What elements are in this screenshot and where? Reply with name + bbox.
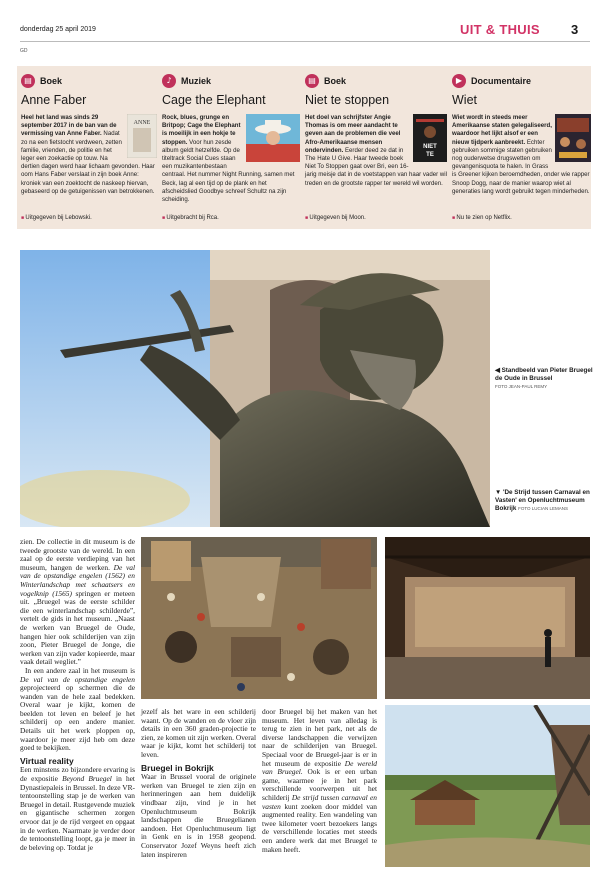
photo-credit: FOTO JEAN-PAUL REMY [495, 384, 548, 389]
caption-text: Standbeeld van Pieter Bruegel de Oude in Brussel [495, 367, 593, 382]
cover-text: NIET [423, 144, 437, 150]
statue-caption [495, 367, 595, 391]
bruegel-painting-image [141, 537, 377, 699]
statue-photo [20, 250, 490, 527]
page-number: 3 [571, 22, 579, 37]
review-footer: ■ Uitgegeven bij Lebowski. [21, 215, 92, 221]
photo-credit: FOTO LUCIAN LEMANS [518, 506, 569, 511]
issue-date: donderdag 25 april 2019 [20, 26, 96, 33]
review-card-wiet [448, 66, 591, 229]
review-category: Boek [324, 76, 347, 86]
review-category: Documentaire [471, 76, 532, 86]
review-lead: Heel het land was sinds 29 september 2017 in de ban van de vermissing van Anne Faber. [21, 114, 117, 138]
review-footer: ■ Uitgebracht bij Rca. [162, 215, 219, 221]
review-card-cage-the-elephant [158, 66, 300, 229]
article-column-2: jezelf als het ware in een schilderij waant. Op de wanden en de vloer zijn details in een 360 graden-projectie te zien, ze komen uit zijn werken. Overal waar je kijkt, komt het schilderij tot leven. Bruegel in Bokrijk Waar in Brussel vooral de originele werken van Bruegel te zien zijn en herinneringen aan hem duidelijk vindbaar zijn, vind je in het Openluchtmuseum Bokrijk landschappen die Bruegelianen aandoen. Het Openluchtmuseum ligt in Genk en is in 1958 geopend. Conservator Jozef Weyns heeft zich laten inspireren [141, 707, 256, 859]
review-title: Wiet [452, 93, 477, 107]
section-title: UIT & THUIS [460, 22, 540, 37]
review-footer: ■ Uitgegeven bij Moon. [305, 215, 366, 221]
caption-arrow-icon: ▼ [495, 489, 503, 496]
review-body [162, 114, 300, 204]
article-column-3: door Bruegel bij het maken van het museum. Het leven van alledag is terug te zien in het park, net als de diverse landschappen die verwijzen naar de schilderijen van Bruegel. Speciaal voor de Bruegel-jaar is er in het museum de expositie De wereld van Bruegel. Ook is er een urban game, waarmee je in het park verschillende voorwerpen uit het schilderij De strijd tussen carnaval en vasten kunt zoeken door middel van augmented reality. Een wandeling van twee kilometer voert bezoekers langs de verschillende locaties met steeds een andere werk dat met Bruegel te maken heeft. [262, 707, 377, 854]
review-title: Niet te stoppen [305, 93, 390, 107]
review-text: Echter gebruiken sommige staten gebruiken nog ouderwetse drugswetten om gevangenisquota te halen. In Grass is Greener kijken beroemdheden, onder wie rapper Snoop Dogg, naar de manier waarop wiet al generaties lang wordt gebruikt tegen minderheden. [452, 138, 590, 195]
book-icon: ▤ [21, 74, 35, 88]
review-lead: Het doel van schrijfster Angie Thomas is om meer aandacht te geven aan de problemen die veel Afro-Amerikaanse mensen ondervinden. [305, 114, 401, 154]
review-text: Eerder deed ze dat in The Hate U Give. Haar tweede boek Niet To Stoppen gaat over Bri, een 16-jarig meisje dat in de voetstappen van haar vader wil treden en de grootste rapper ter wereld wil worden. [305, 146, 447, 187]
review-text: Voor hun zesde album geldt hetzelfde. Op de titeltrack Social Cues staan een muzikantenbestaan centraal. Het nummer Night Running, samen met Beck, lag al een tijd op de plank en het afscheidslied Goodbye schreef Schultz na zijn scheiding. [162, 138, 295, 204]
album-cover-image [246, 114, 300, 162]
book-icon: ▤ [305, 74, 319, 88]
review-footer: ■ Nu te zien op Netflix. [452, 215, 512, 221]
caption-text: 'De Strijd tussen Carnaval en Vasten' en Openluchtmuseum Bokrijk [495, 489, 590, 512]
book-cover-image [413, 114, 447, 162]
review-title: Cage the Elephant [162, 93, 266, 107]
article-column-1: zien. De collectie in dit museum is de tweede grootste van de wereld. In een zaal op de eerste verdieping van het museum, hangen de werken. De val van de opstandige engelen (1562) en Winterlandschap met schaatsers en vogelknip (1565) springen er meteen uit. „Bruegel was de eerste schilder die een winterlandschap schilderde”, vertelt de gids in het museum. „Naast de werken van Bruegel de Oude, hangen hier ook schilderijen van zijn zoon, Pieter Bruegel de Jonge, die werken van zijn vader kopieerde, maar vaak detail wegliet.” In een andere zaal in het museum is De val van de opstandige engelen geprojecteerd op schermen die de wanden van de hele zaal bedekken. Overal waar je kijkt, komen de beelden tot leven en beleef je het schilderij op een andere manier. Details uit het werk ploppen op, waardoor je meer zijd heb om deze goed te bekijken. Virtual reality Een minstens zo bijzondere ervaring is de expositie Beyond Bruegel in het Dynastiepaleis in Brussel. In deze VR-tentoonstelling stap je de werken van Bruegel in detail. Rustgevende muziek en gigantische schermen zorgen ervoor dat je de rijd vergeet en opgaat in de werken. Naarmate je verder door de tentoonstelling loopt, ga je meer in de beleving op. Totdat je [20, 537, 136, 852]
header-rule [20, 41, 590, 42]
reviews-panel [17, 66, 591, 229]
review-body [21, 114, 157, 196]
music-icon: ♪ [162, 74, 176, 88]
credit-initials: GD [20, 48, 28, 54]
exhibition-barn-photo [385, 537, 590, 699]
subheading-virtual-reality: Virtual reality [20, 755, 74, 766]
subheading-bruegel-in-bokrijk: Bruegel in Bokrijk [141, 762, 214, 773]
review-text: Nadat zo na een fietstocht verdween, zetten familie, vrienden, de politie en het leger een zoekactie op touw. Na dertien dagen werd haar lichaam gevonden. Haar oom Hans Faber verslaat in zijn boek Anne: kroniek van een zoektocht de naskeep hiervan, gebaseerd op de getuigenissen van betrokkenen. [21, 130, 155, 195]
svg-text:TE: TE [426, 152, 434, 158]
caption-arrow-icon: ◀ [495, 367, 502, 374]
review-lead: Wiet wordt in steeds meer Amerikaanse staten gelegaliseerd, waardoor het lijkt alsof er een nieuw tijdperk aanbreekt. [452, 114, 552, 146]
film-icon: ▶ [452, 74, 466, 88]
review-category: Muziek [181, 76, 212, 86]
review-body [305, 114, 447, 188]
review-card-anne-faber [17, 66, 157, 229]
review-card-niet-te-stoppen [301, 66, 447, 229]
bokrijk-windmill-photo [385, 705, 590, 867]
exhibit-caption [495, 489, 595, 513]
book-cover-image [127, 114, 157, 158]
svg-text:ANNE: ANNE [133, 120, 151, 126]
review-lead: Rock, blues, grunge en Britpop; Cage the Elephant is moeilijk in een hokje te stoppen. [162, 114, 241, 146]
documentary-poster-image [555, 114, 591, 162]
review-category: Boek [40, 76, 63, 86]
review-title: Anne Faber [21, 93, 87, 107]
review-body [452, 114, 591, 196]
